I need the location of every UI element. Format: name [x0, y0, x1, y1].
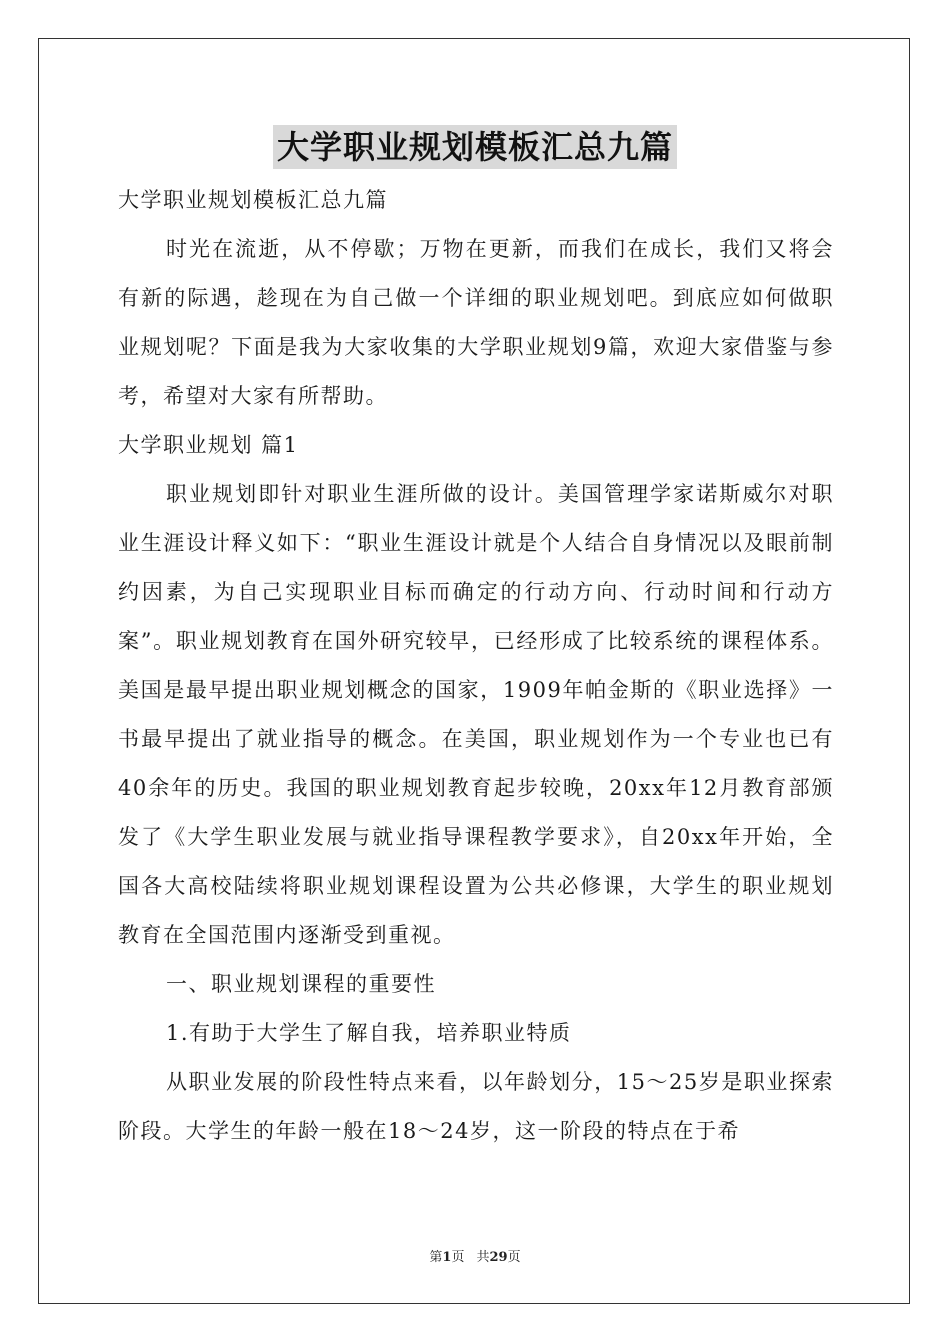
page-footer	[0, 1246, 950, 1265]
page-unit: 页	[451, 1250, 465, 1265]
paragraph-definition: 职业规划即针对职业生涯所做的设计。美国管理学家诺斯威尔对职业生涯设计释义如下：“职业生涯设计就是个人结合自身情况以及眼前制约因素，为自己实现职业目标而确定的行动方向、行动时间和行动方案”。职业规划教育在国外研究较早，已经形成了比较系统的课程体系。美国是最早提出职业规划概念的国家，1909年帕金斯的《职业选择》一书最早提出了就业指导的概念。在美国，职业规划作为一个专业也已有40余年的历史。我国的职业规划教育起步较晚，20xx年12月教育部颁发了《大学生职业发展与就业指导课程教学要求》，自20xx年开始，全国各大高校陆续将职业规划课程设置为公共必修课，大学生的职业规划教育在全国范围内逐渐受到重视。	[118, 482, 834, 947]
document-subtitle: 大学职业规划模板汇总九篇	[118, 188, 388, 212]
section-heading-1: 大学职业规划 篇1	[118, 433, 299, 457]
page-prefix: 第	[429, 1250, 443, 1265]
subheading-importance: 一、职业规划课程的重要性	[166, 972, 436, 996]
document-body	[118, 176, 834, 1156]
paragraph-stage: 从职业发展的阶段性特点来看，以年龄划分，15～25岁是职业探索阶段。大学生的年龄一般在18～24岁，这一阶段的特点在于希	[118, 1070, 834, 1143]
title-container	[0, 125, 950, 169]
document-title: 大学职业规划模板汇总九篇	[273, 125, 677, 169]
page-total: 29	[489, 1250, 508, 1265]
total-prefix: 共	[476, 1250, 490, 1265]
paragraph-intro: 时光在流逝，从不停歇；万物在更新，而我们在成长，我们又将会有新的际遇，趁现在为自己做一个详细的职业规划吧。到底应如何做职业规划呢？下面是我为大家收集的大学职业规划9篇，欢迎大家借鉴与参考，希望对大家有所帮助。	[118, 237, 834, 408]
subheading-point-1: 1.有助于大学生了解自我，培养职业特质	[166, 1021, 572, 1045]
page-current: 1	[442, 1250, 452, 1265]
total-unit: 页	[507, 1250, 521, 1265]
